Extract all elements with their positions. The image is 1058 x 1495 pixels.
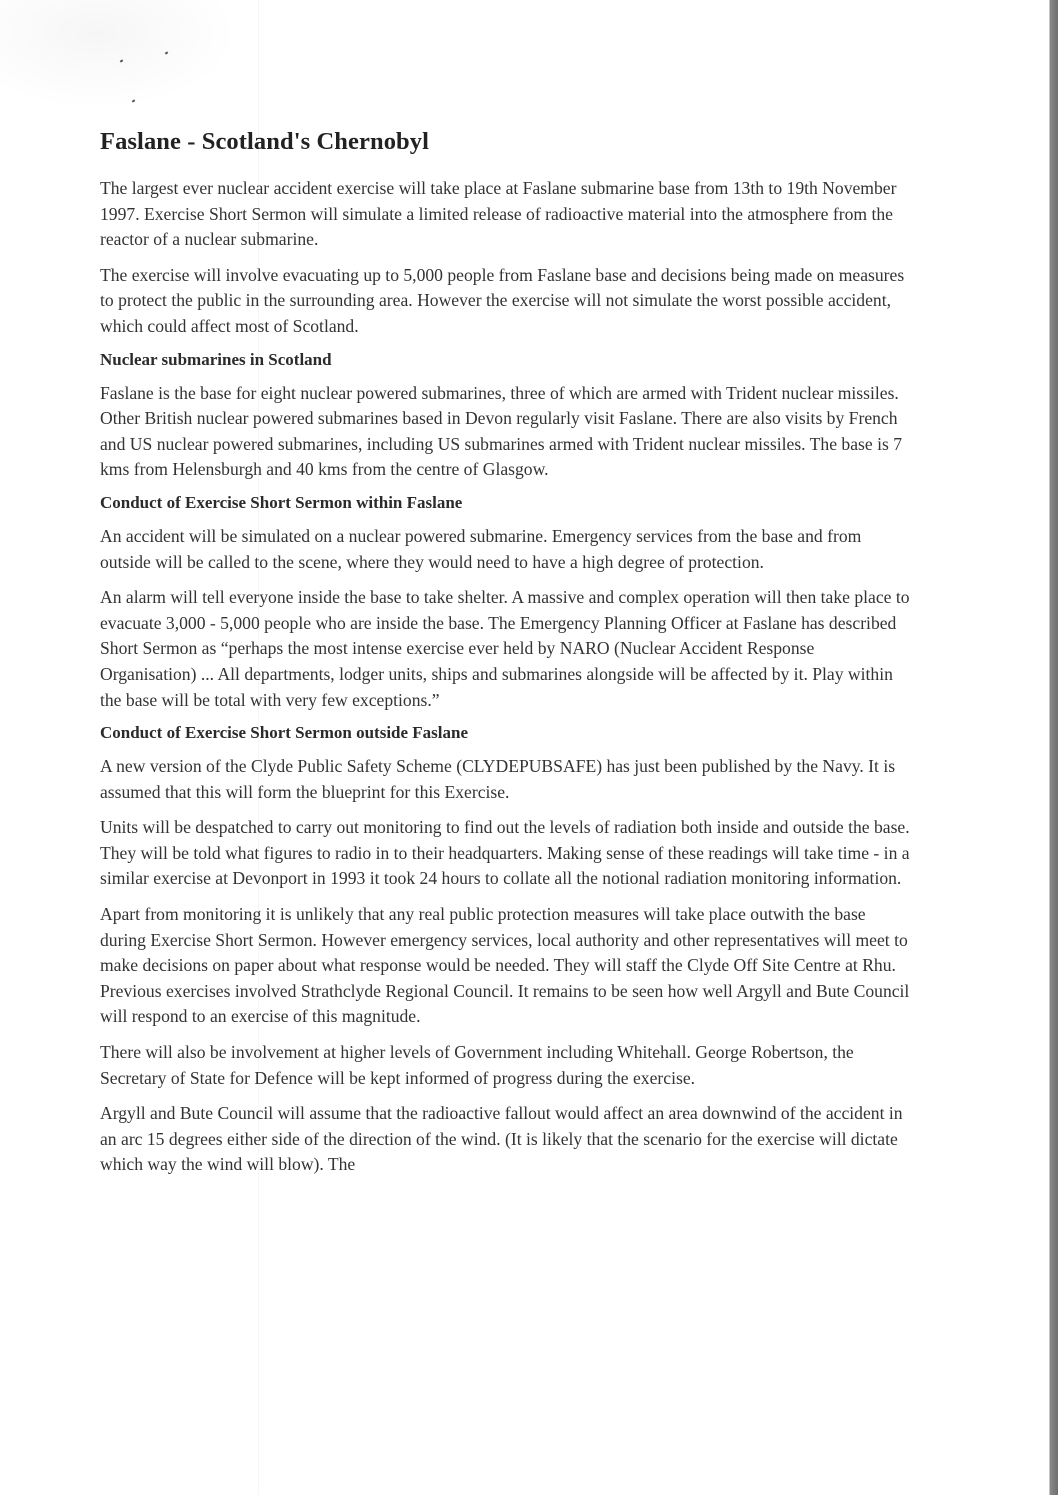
body-paragraph: Units will be despatched to carry out monitoring to find out the levels of radiation both inside and outside the base. They will be told what figures to radio in to their headquarters. Making sense of these readings will take time - in a similar exercise at Devonport in 1993 it took 24 hours to collate all the notional radiation monitoring information. xyxy=(100,817,910,889)
body-paragraph: An alarm will tell everyone inside the base to take shelter. A massive and complex operation will then take place to evacuate 3,000 - 5,000 people who are inside the base. The Emergency Planning Officer at Faslane has described Short Sermon as “perhaps the most intense exercise ever held by NARO (Nuclear Accident Response Organisation) ... All departments, lodger units, ships and submarines alongside will be affected by it. Play within the base will be total with very few exceptions.” xyxy=(100,587,910,710)
section-heading: Conduct of Exercise Short Sermon outside Faslane xyxy=(100,723,469,743)
section-heading: Nuclear submarines in Scotland xyxy=(100,349,332,369)
section-heading: Conduct of Exercise Short Sermon within Faslane xyxy=(100,492,463,512)
scanned-page-edge xyxy=(1036,0,1058,1495)
body-paragraph: Argyll and Bute Council will assume that the radioactive fallout would affect an area downwind of the accident in an arc 15 degrees either side of the direction of the wind. (It is likely that the scenario for the exercise will dictate which way the wind will blow). The xyxy=(100,1103,903,1175)
body-paragraph: An accident will be simulated on a nuclear powered submarine. Emergency services from the base and from outside will be called to the scene, where they would need to have a high degree of protection. xyxy=(100,525,862,572)
body-paragraph: Apart from monitoring it is unlikely that any real public protection measures will take place outwith the base during Exercise Short Sermon. However emergency services, local authority and other representatives will meet to make decisions on paper about what response would be needed. They will staff the Clyde Off Site Centre at Rhu. Previous exercises involved Strathclyde Regional Council. It remains to be seen how well Argyll and Bute Council will respond to an exercise of this magnitude. xyxy=(100,904,910,1027)
body-paragraph: A new version of the Clyde Public Safety Scheme (CLYDEPUBSAFE) has just been published by the Navy. It is assumed that this will form the blueprint for this Exercise. xyxy=(100,756,896,802)
body-paragraph: There will also be involvement at higher levels of Government including Whitehall. George Robertson, the Secretary of State for Defence will be kept informed of progress during the exercise. xyxy=(100,1042,854,1088)
document-body xyxy=(100,176,910,1178)
scan-smudge xyxy=(0,0,240,110)
body-paragraph: The exercise will involve evacuating up to 5,000 people from Faslane base and decisions being made on measures to protect the public in the surrounding area. However the exercise will not simulate the worst possible accident, which could affect most of Scotland. xyxy=(100,264,905,336)
body-paragraph: The largest ever nuclear accident exercise will take place at Faslane submarine base from 13th to 19th November 1997. Exercise Short Sermon will simulate a limited release of radioactive material into the atmosphere from the reactor of a nuclear submarine. xyxy=(100,178,897,250)
document-page xyxy=(100,128,910,1188)
body-paragraph: Faslane is the base for eight nuclear powered submarines, three of which are armed with Trident nuclear missiles. Other British nuclear powered submarines based in Devon regularly visit Faslane. There are also visits by French and US nuclear powered submarines, including US submarines armed with Trident nuclear missiles. The base is 7 kms from Helensburgh and 40 kms from the centre of Glasgow. xyxy=(100,382,903,480)
document-title: Faslane - Scotland's Chernobyl xyxy=(100,128,430,155)
